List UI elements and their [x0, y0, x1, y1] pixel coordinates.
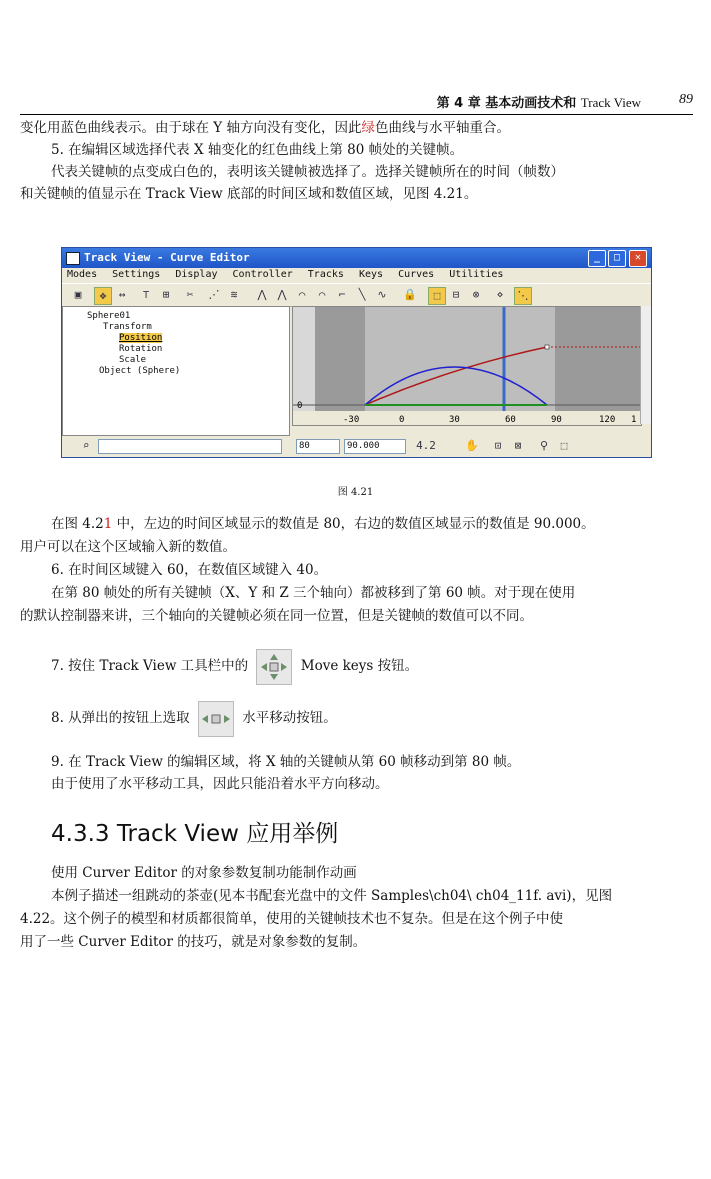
step-8: 8. 从弹出的按钮上选取 水平移动按钮。 [51, 700, 337, 737]
para-2-line-2: 和关键帧的值显示在 Track View 底部的时间区域和数值区域，见图 4.21。 [20, 186, 478, 202]
step-6: 6. 在时间区域键入 60，在数值区域键入 40。 [51, 562, 328, 578]
snap-frames-icon[interactable]: ⬚ [428, 287, 446, 305]
para-3-line-2: 用户可以在这个区域输入新的数值。 [20, 539, 236, 555]
para-4-line-2: 的默认控制器来讲，三个轴向的关键帧必须在同一位置，但是关键帧的数值可以不同。 [20, 608, 533, 624]
tree-item-scale[interactable]: Scale [119, 355, 147, 365]
selected-key[interactable] [545, 345, 549, 349]
ruler-tick-2: 0 [399, 415, 405, 425]
menu-modes[interactable]: Modes [67, 269, 98, 280]
minimize-button[interactable]: _ [588, 250, 606, 267]
para-6-line-3: 用了一些 Curver Editor 的技巧，就是对象参数的复制。 [20, 934, 367, 950]
name-field[interactable] [98, 439, 282, 454]
step-5: 5. 在编辑区域选择代表 X 轴变化的红色曲线上第 80 帧处的关键帧。 [51, 142, 464, 158]
ruler-tick-4: 60 [505, 415, 516, 425]
params-curve-icon[interactable]: ⊟ [452, 288, 460, 301]
menu-controller[interactable]: Controller [232, 269, 293, 280]
toolbar [62, 283, 651, 307]
para-5: 使用 Curver Editor 的对象参数复制功能制作动画 [51, 865, 357, 881]
scale-keys-icon[interactable]: ⊤ [142, 288, 150, 301]
select-icon[interactable]: ⌕ [82, 439, 90, 452]
zoom-horizontal-icon[interactable]: ⊡ [494, 439, 502, 452]
tangent-smooth-icon[interactable]: ∿ [377, 288, 387, 301]
tree-item-transform[interactable]: Transform [103, 322, 152, 332]
maximize-button[interactable]: □ [608, 250, 626, 267]
show-curves-icon[interactable]: ⋱ [514, 287, 532, 305]
para-4-line-1: 在第 80 帧处的所有关键帧（X、Y 和 Z 三个轴向）都被移到了第 60 帧。对于现在使用 [51, 585, 576, 601]
scale-values-icon[interactable]: ⊞ [162, 288, 170, 301]
chapter-heading: 第 4 章 基本动画技术和 Track View [436, 95, 641, 111]
horizontal-move-button-icon [198, 701, 234, 737]
vertical-scrollbar[interactable] [640, 306, 651, 424]
move-keys-icon[interactable]: ✥ [94, 287, 112, 305]
tangent-fast-icon[interactable]: ⌒ [298, 288, 306, 301]
controller-tree [62, 306, 290, 436]
curve-graph-svg [293, 307, 641, 425]
track-view-screenshot [61, 247, 652, 458]
inactive-range-right [555, 307, 641, 411]
menu-settings[interactable]: Settings [112, 269, 161, 280]
time-field[interactable]: 80 [296, 439, 340, 454]
menu-keys[interactable]: Keys [358, 269, 384, 280]
ruler-tick-6: 120 [599, 415, 616, 425]
menu-display[interactable]: Display [175, 269, 218, 280]
tangent-custom-icon[interactable]: ⋀ [277, 288, 287, 301]
filters-icon[interactable]: ▣ [74, 288, 82, 301]
inactive-range-left [315, 307, 365, 411]
add-keys-icon[interactable]: ✂ [186, 288, 194, 301]
zoom-value-icon[interactable]: ⊠ [514, 439, 522, 452]
step-7: 7. 按住 Track View 工具栏中的 Move keys 按钮。 [51, 648, 418, 685]
step-9: 9. 在 Track View 的编辑区域，将 X 轴的关键帧从第 60 帧移动到第 80 帧。 [51, 754, 521, 770]
tree-item-position[interactable]: Position [119, 333, 163, 343]
zoom-value-label: 4.2 [416, 439, 436, 452]
ruler-tick-7: 1 [631, 415, 637, 425]
tree-item-sphere[interactable]: Sphere01 [87, 311, 131, 321]
slide-keys-icon[interactable]: ↔ [118, 288, 126, 301]
running-header [20, 92, 693, 115]
tangent-slow-icon[interactable]: ⌒ [318, 288, 326, 301]
section-heading: 4.3.3 Track View 应用举例 [51, 821, 339, 847]
draw-curves-icon[interactable]: ⋰ [208, 288, 220, 301]
menu-bar [62, 268, 651, 282]
app-icon [66, 252, 80, 265]
menu-utilities[interactable]: Utilities [449, 269, 504, 280]
page-number: 89 [679, 92, 693, 107]
figure-caption: 图 4.21 [337, 487, 374, 498]
value-field[interactable]: 90.000 [344, 439, 406, 454]
show-tangents-icon[interactable]: ⊗ [472, 288, 480, 301]
pan-icon[interactable]: ✋ [465, 439, 479, 452]
para-6-line-2: 4.22。这个例子的模型和材质都很简单，使用的关键帧技术也不复杂。但是在这个例子中使 [20, 911, 564, 927]
zoom-region-icon[interactable]: ⬚ [560, 439, 568, 452]
value-axis-label: 0 [297, 401, 303, 411]
tree-item-object[interactable]: Object (Sphere) [99, 366, 181, 376]
tangent-linear-icon[interactable]: ╲ [358, 288, 366, 301]
move-keys-button-icon [256, 649, 292, 685]
zoom-icon[interactable]: ⚲ [539, 439, 549, 452]
ruler-tick-1: -30 [343, 415, 360, 425]
window-title: Track View - Curve Editor [84, 251, 250, 264]
body-line-1: 变化用蓝色曲线表示。由于球在 Y 轴方向没有变化，因此绿色曲线与水平轴重合。 [20, 120, 510, 136]
curve-graph[interactable] [292, 306, 642, 426]
para-6-line-1: 本例子描述一组跳动的茶壶(见本书配套光盘中的文件 Samples\ch04\ ch04_11f. avi)，见图 [51, 888, 613, 904]
active-range [365, 307, 555, 411]
tangent-step-icon[interactable]: ⌐ [338, 288, 346, 301]
key-display-icon[interactable]: ⋄ [496, 288, 504, 301]
ruler-tick-5: 90 [551, 415, 562, 425]
para-2-line-1: 代表关键帧的点变成白色的，表明该关键帧被选择了。选择关键帧所在的时间（帧数） [51, 164, 564, 180]
ruler-tick-3: 30 [449, 415, 460, 425]
window-titlebar [62, 248, 651, 268]
tangent-auto-icon[interactable]: ⋀ [257, 288, 267, 301]
para-3-line-1: 在图 4.21 中，左边的时间区域显示的数值是 80，右边的数值区域显示的数值是 90.000。 [51, 516, 595, 532]
lock-selection-icon[interactable]: 🔒 [403, 288, 417, 301]
menu-tracks[interactable]: Tracks [307, 269, 344, 280]
tree-item-rotation[interactable]: Rotation [119, 344, 163, 354]
close-button[interactable]: ✕ [629, 250, 647, 267]
step-9-note: 由于使用了水平移动工具，因此只能沿着水平方向移动。 [51, 776, 389, 792]
menu-curves[interactable]: Curves [398, 269, 435, 280]
reduce-keys-icon[interactable]: ≋ [230, 288, 238, 301]
status-bar [62, 436, 651, 456]
